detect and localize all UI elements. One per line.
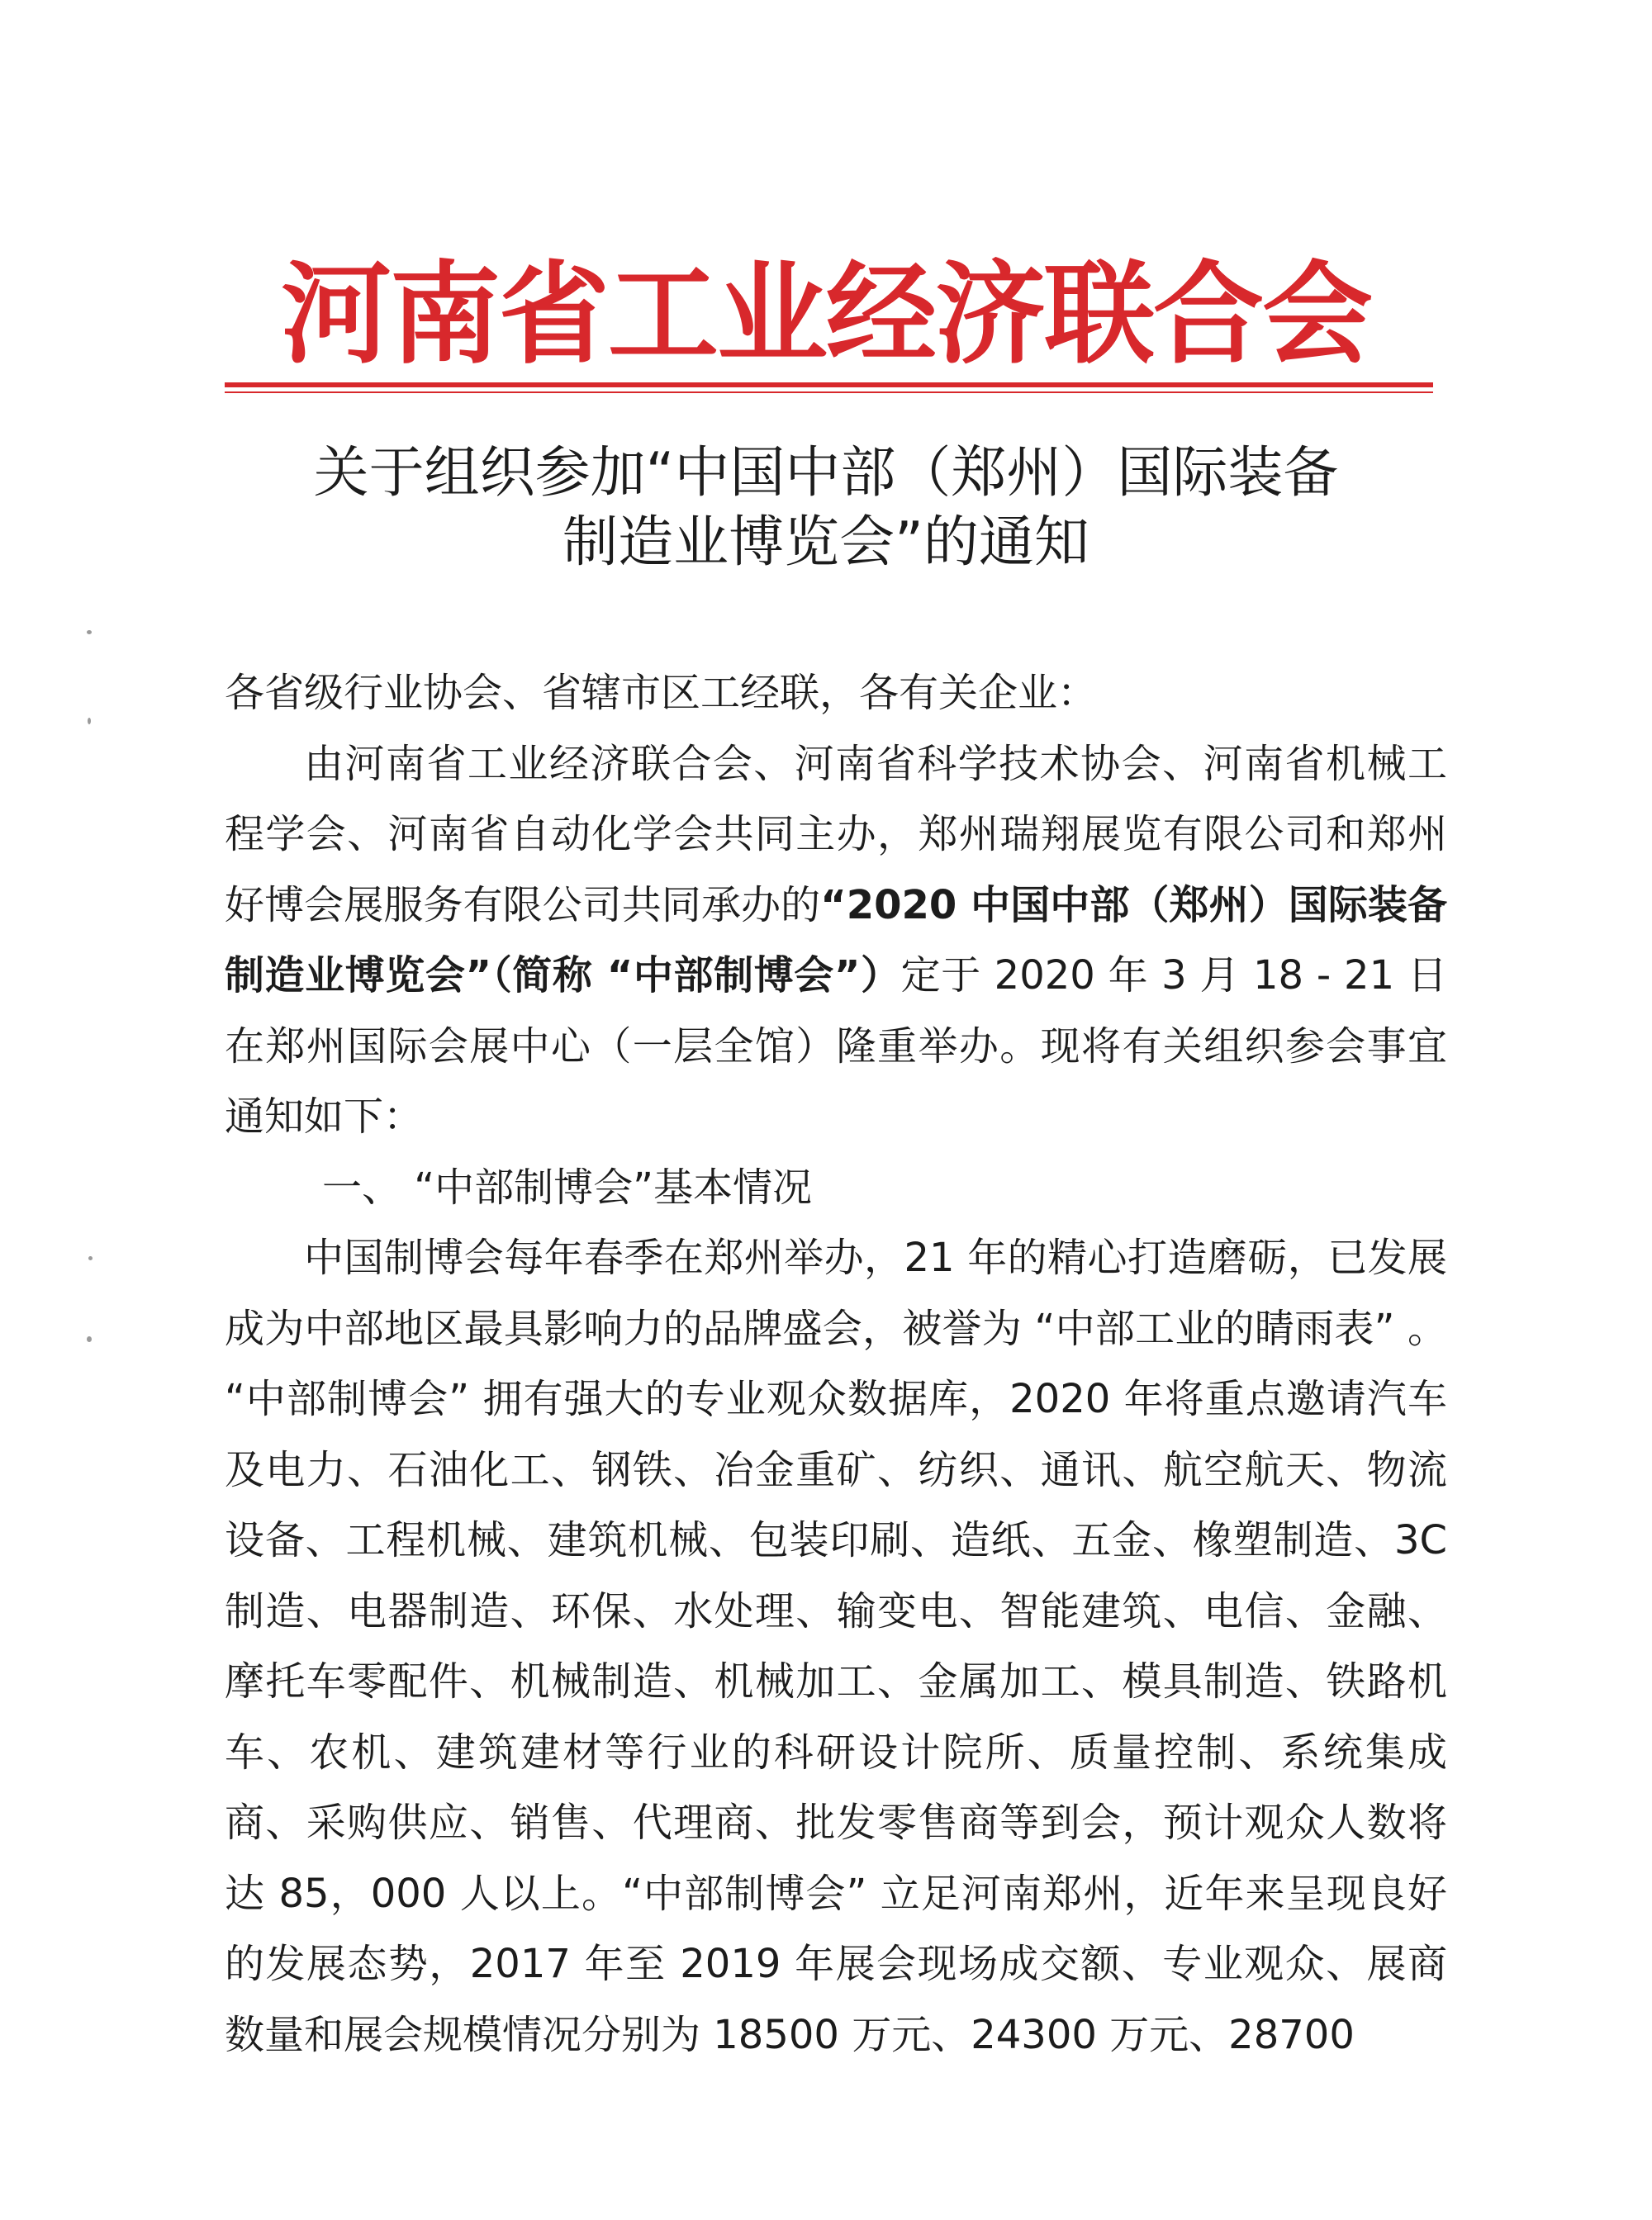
scan-speck [88, 1256, 93, 1260]
salutation: 各省级行业协会、省辖市区工经联，各有关企业： [225, 670, 1098, 716]
document-title [206, 438, 1446, 576]
paragraph-organizers-date: 定于 2020 年 3 月 18 - 21 日在郑州国际会展中心（一层全馆）隆重举办。现将有关组织参会事宜通知如下： [225, 952, 1447, 1140]
paragraph-basic-info: 中国制博会每年春季在郑州举办，21 年的精心打造磨砺，已发展成为中部地区最具影响力的品牌盛会，被誉为 “中部工业的睛雨表” 。 “中部制博会” 拥有强大的专业观众数据库，2020 年将重点邀请汽车及电力、石油化工、钢铁、冶金重矿、纺织、通讯、航空航天、物流设备、工程机械、建筑机械、包装印刷、造纸、五金、橡塑制造、3C 制造、电器制造、环保、水处理、输变电、智能建筑、电信、金融、摩托车零配件、机械制造、机械加工、金属加工、模具制造、铁路机车、农机、建筑建材等行业的科研设计院所、质量控制、系统集成商、采购供应、销售、代理商、批发零售商等到会，预计观众人数将达 85，000 人以上。“中部制博会” 立足河南郑州，近年来呈现良好的发展态势，2017 年至 2019 年展会现场成交额、专业观众、展商数量和展会规模情况分别为 18500 万元、24300 万元、28700 [225, 1235, 1447, 2058]
document-body [225, 658, 1447, 2071]
section-heading-1: 一、 “中部制博会”基本情况 [322, 1164, 812, 1211]
letterhead-red-rule-thin [225, 391, 1433, 393]
letterhead-red-rule [225, 382, 1433, 387]
organization-letterhead: 河南省工业经济联合会 [280, 249, 1371, 379]
document-title-line-2: 制造业博览会”的通知 [563, 510, 1089, 574]
document-title-line-1: 关于组织参加“中国中部（郑州）国际装备 [313, 440, 1339, 505]
scan-speck [87, 630, 92, 634]
paragraph-organizers-text: 由河南省工业经济联合会、河南省科学技术协会、河南省机械工程学会、河南省自动化学会共同主办，郑州瑞翔展览有限公司和郑州好博会展服务有限公司共同承办的 [225, 740, 1447, 928]
scan-speck [87, 1336, 92, 1342]
scan-speck [88, 718, 91, 724]
paragraph-organizers [225, 729, 1447, 1153]
event-name-bold: “2020 中国中部（郑州）国际装备制造业博览会”（简称 “中部制博会”） [225, 881, 1447, 999]
